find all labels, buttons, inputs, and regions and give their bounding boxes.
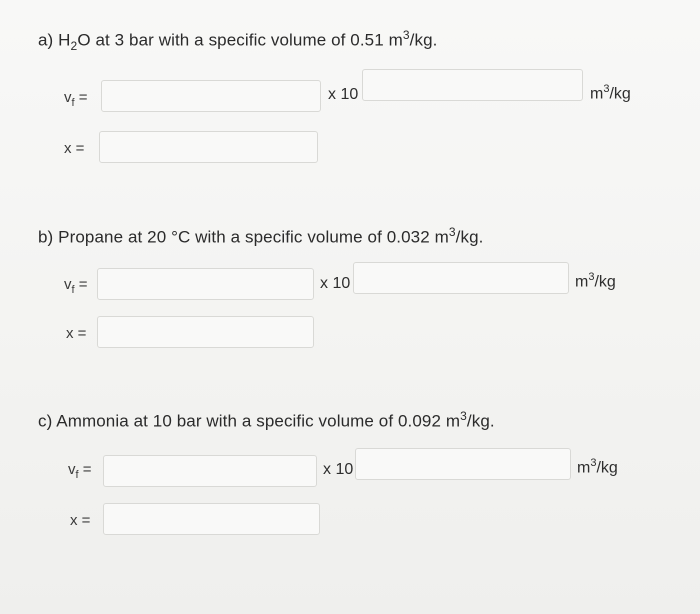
unit-label-a: $m^3/kg$: [590, 83, 631, 103]
question-c-prefix: c): [38, 411, 53, 431]
vf-label-a: $v_f$ =: [64, 89, 88, 109]
question-a-text-1: H: [53, 30, 71, 50]
question-b-text-2: /kg.: [455, 227, 484, 247]
x-input-a[interactable]: [99, 131, 318, 163]
question-b-text-1: Propane at 20 °C with a specific volume of 0.032 m: [53, 227, 449, 247]
question-a: [38, 28, 437, 53]
x-label-a: x =: [64, 140, 85, 157]
unit-label-c: $m^3/kg$: [577, 457, 618, 477]
times-ten-b: x 10: [320, 275, 351, 292]
x-input-b[interactable]: [97, 316, 314, 348]
vf-label-c: $v_f$ =: [68, 461, 92, 481]
vf-input-c[interactable]: [103, 455, 317, 487]
x-label-c: x =: [70, 512, 91, 529]
x-label-b: x =: [66, 325, 87, 342]
question-a-prefix: a): [38, 30, 54, 50]
unit-label-b: $m^3/kg$: [575, 271, 616, 291]
question-b-superscript: 3: [448, 225, 456, 239]
exponent-input-a[interactable]: [362, 69, 583, 101]
vf-input-a[interactable]: [101, 80, 321, 112]
question-a-text-2: O at 3 bar with a specific volume of 0.51 m: [77, 30, 403, 50]
vf-label-b: $v_f$ =: [64, 276, 88, 296]
question-c-text-2: /kg.: [466, 411, 495, 431]
x-input-c[interactable]: [103, 503, 320, 535]
question-c: [38, 409, 495, 432]
vf-input-b[interactable]: [97, 268, 314, 300]
question-a-subscript: 2: [70, 39, 78, 54]
exponent-input-c[interactable]: [355, 448, 571, 480]
exponent-input-b[interactable]: [353, 262, 569, 294]
question-c-superscript: 3: [460, 409, 467, 423]
question-c-text-1: Ammonia at 10 bar with a specific volume of 0.092 m: [52, 411, 461, 431]
times-ten-c: x 10: [323, 461, 354, 478]
times-ten-a: x 10: [328, 86, 359, 103]
question-b: [38, 225, 483, 248]
question-b-prefix: b): [38, 227, 54, 247]
question-a-text-3: /kg.: [409, 30, 438, 50]
question-a-superscript: 3: [402, 28, 410, 42]
